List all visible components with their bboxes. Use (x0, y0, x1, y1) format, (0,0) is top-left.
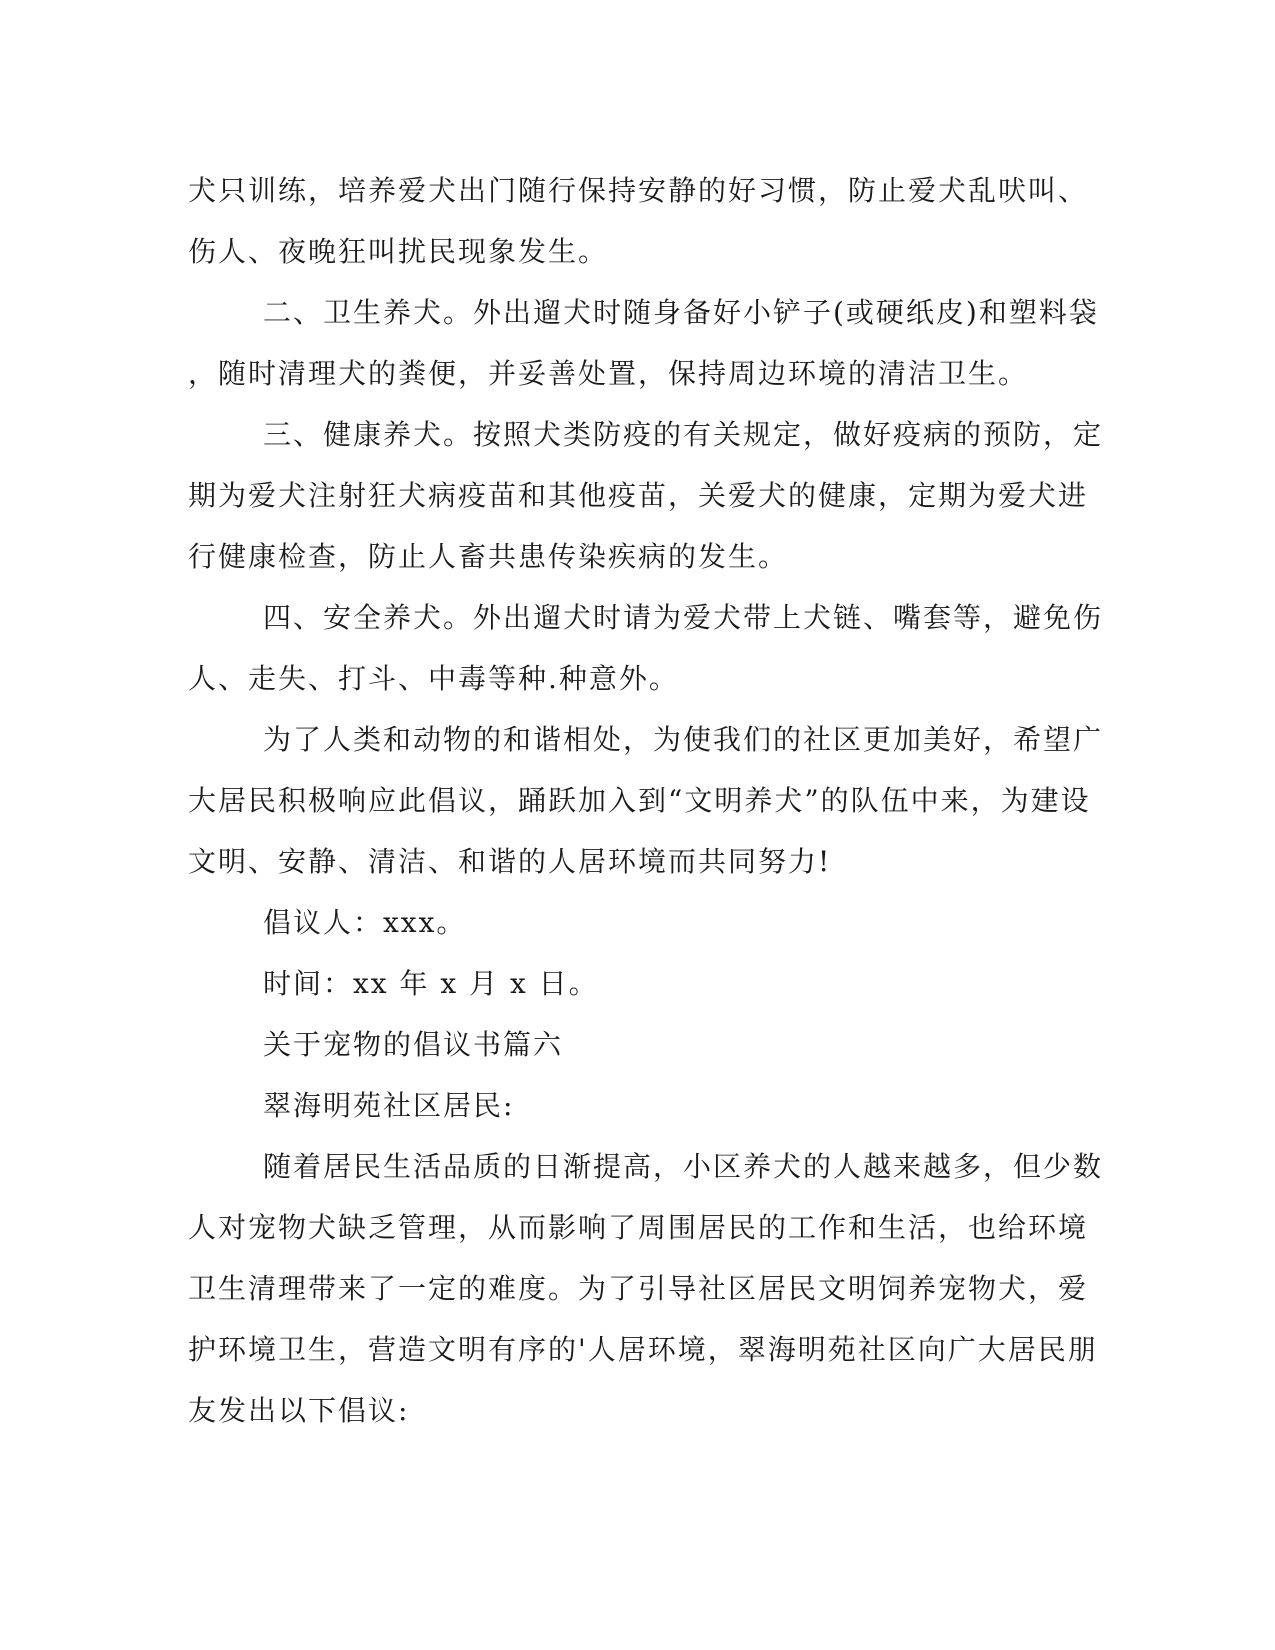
section-heading: 关于宠物的倡议书篇六 (263, 1028, 564, 1061)
text-line-2: 伤人、夜晚狂叫扰民现象发生。 (188, 235, 609, 268)
proposer-line: 倡议人：xxx。 (263, 906, 467, 939)
text-line-21: 友发出以下倡议: (188, 1394, 410, 1427)
text-line-6: 期为爱犬注射狂犬病疫苗和其他疫苗，关爱犬的健康，定期为爱犬进 (188, 479, 1089, 512)
text-line-17: 随着居民生活品质的日渐提高，小区养犬的人越来越多，但少数 (263, 1150, 1104, 1183)
text-line-11: 大居民积极响应此倡议，踊跃加入到“文明养犬”的队伍中来，为建设 (188, 784, 1091, 817)
text-line-3: 二、卫生养犬。外出遛犬时随身备好小铲子(或硬纸皮)和塑料袋 (263, 296, 1099, 329)
document-body (188, 160, 1104, 1441)
text-line-1: 犬只训练，培养爱犬出门随行保持安静的好习惯，防止爱犬乱吠叫、 (188, 174, 1089, 207)
text-line-19: 卫生清理带来了一定的难度。为了引导社区居民文明饲养宠物犬，爱 (188, 1272, 1089, 1305)
salutation-line: 翠海明苑社区居民: (263, 1089, 515, 1122)
text-line-9: 人、走失、打斗、中毒等种.种意外。 (188, 662, 679, 695)
text-line-20: 护环境卫生，营造文明有序的'人居环境，翠海明苑社区向广大居民朋 (188, 1333, 1098, 1366)
text-line-10: 为了人类和动物的和谐相处，为使我们的社区更加美好，希望广 (263, 723, 1104, 756)
text-line-7: 行健康检查，防止人畜共患传染疾病的发生。 (188, 540, 789, 573)
text-line-5: 三、健康养犬。按照犬类防疫的有关规定，做好疫病的预防，定 (263, 418, 1104, 451)
text-line-12: 文明、安静、清洁、和谐的人居环境而共同努力! (188, 845, 832, 878)
text-line-8: 四、安全养犬。外出遛犬时请为爱犬带上犬链、嘴套等，避免伤 (263, 601, 1104, 634)
text-line-18: 人对宠物犬缺乏管理，从而影响了周围居民的工作和生活，也给环境 (188, 1211, 1089, 1244)
text-line-4: ，随时清理犬的粪便，并妥善处置，保持周边环境的清洁卫生。 (188, 357, 1029, 390)
date-line: 时间：xx 年 x 月 x 日。 (263, 967, 599, 1000)
